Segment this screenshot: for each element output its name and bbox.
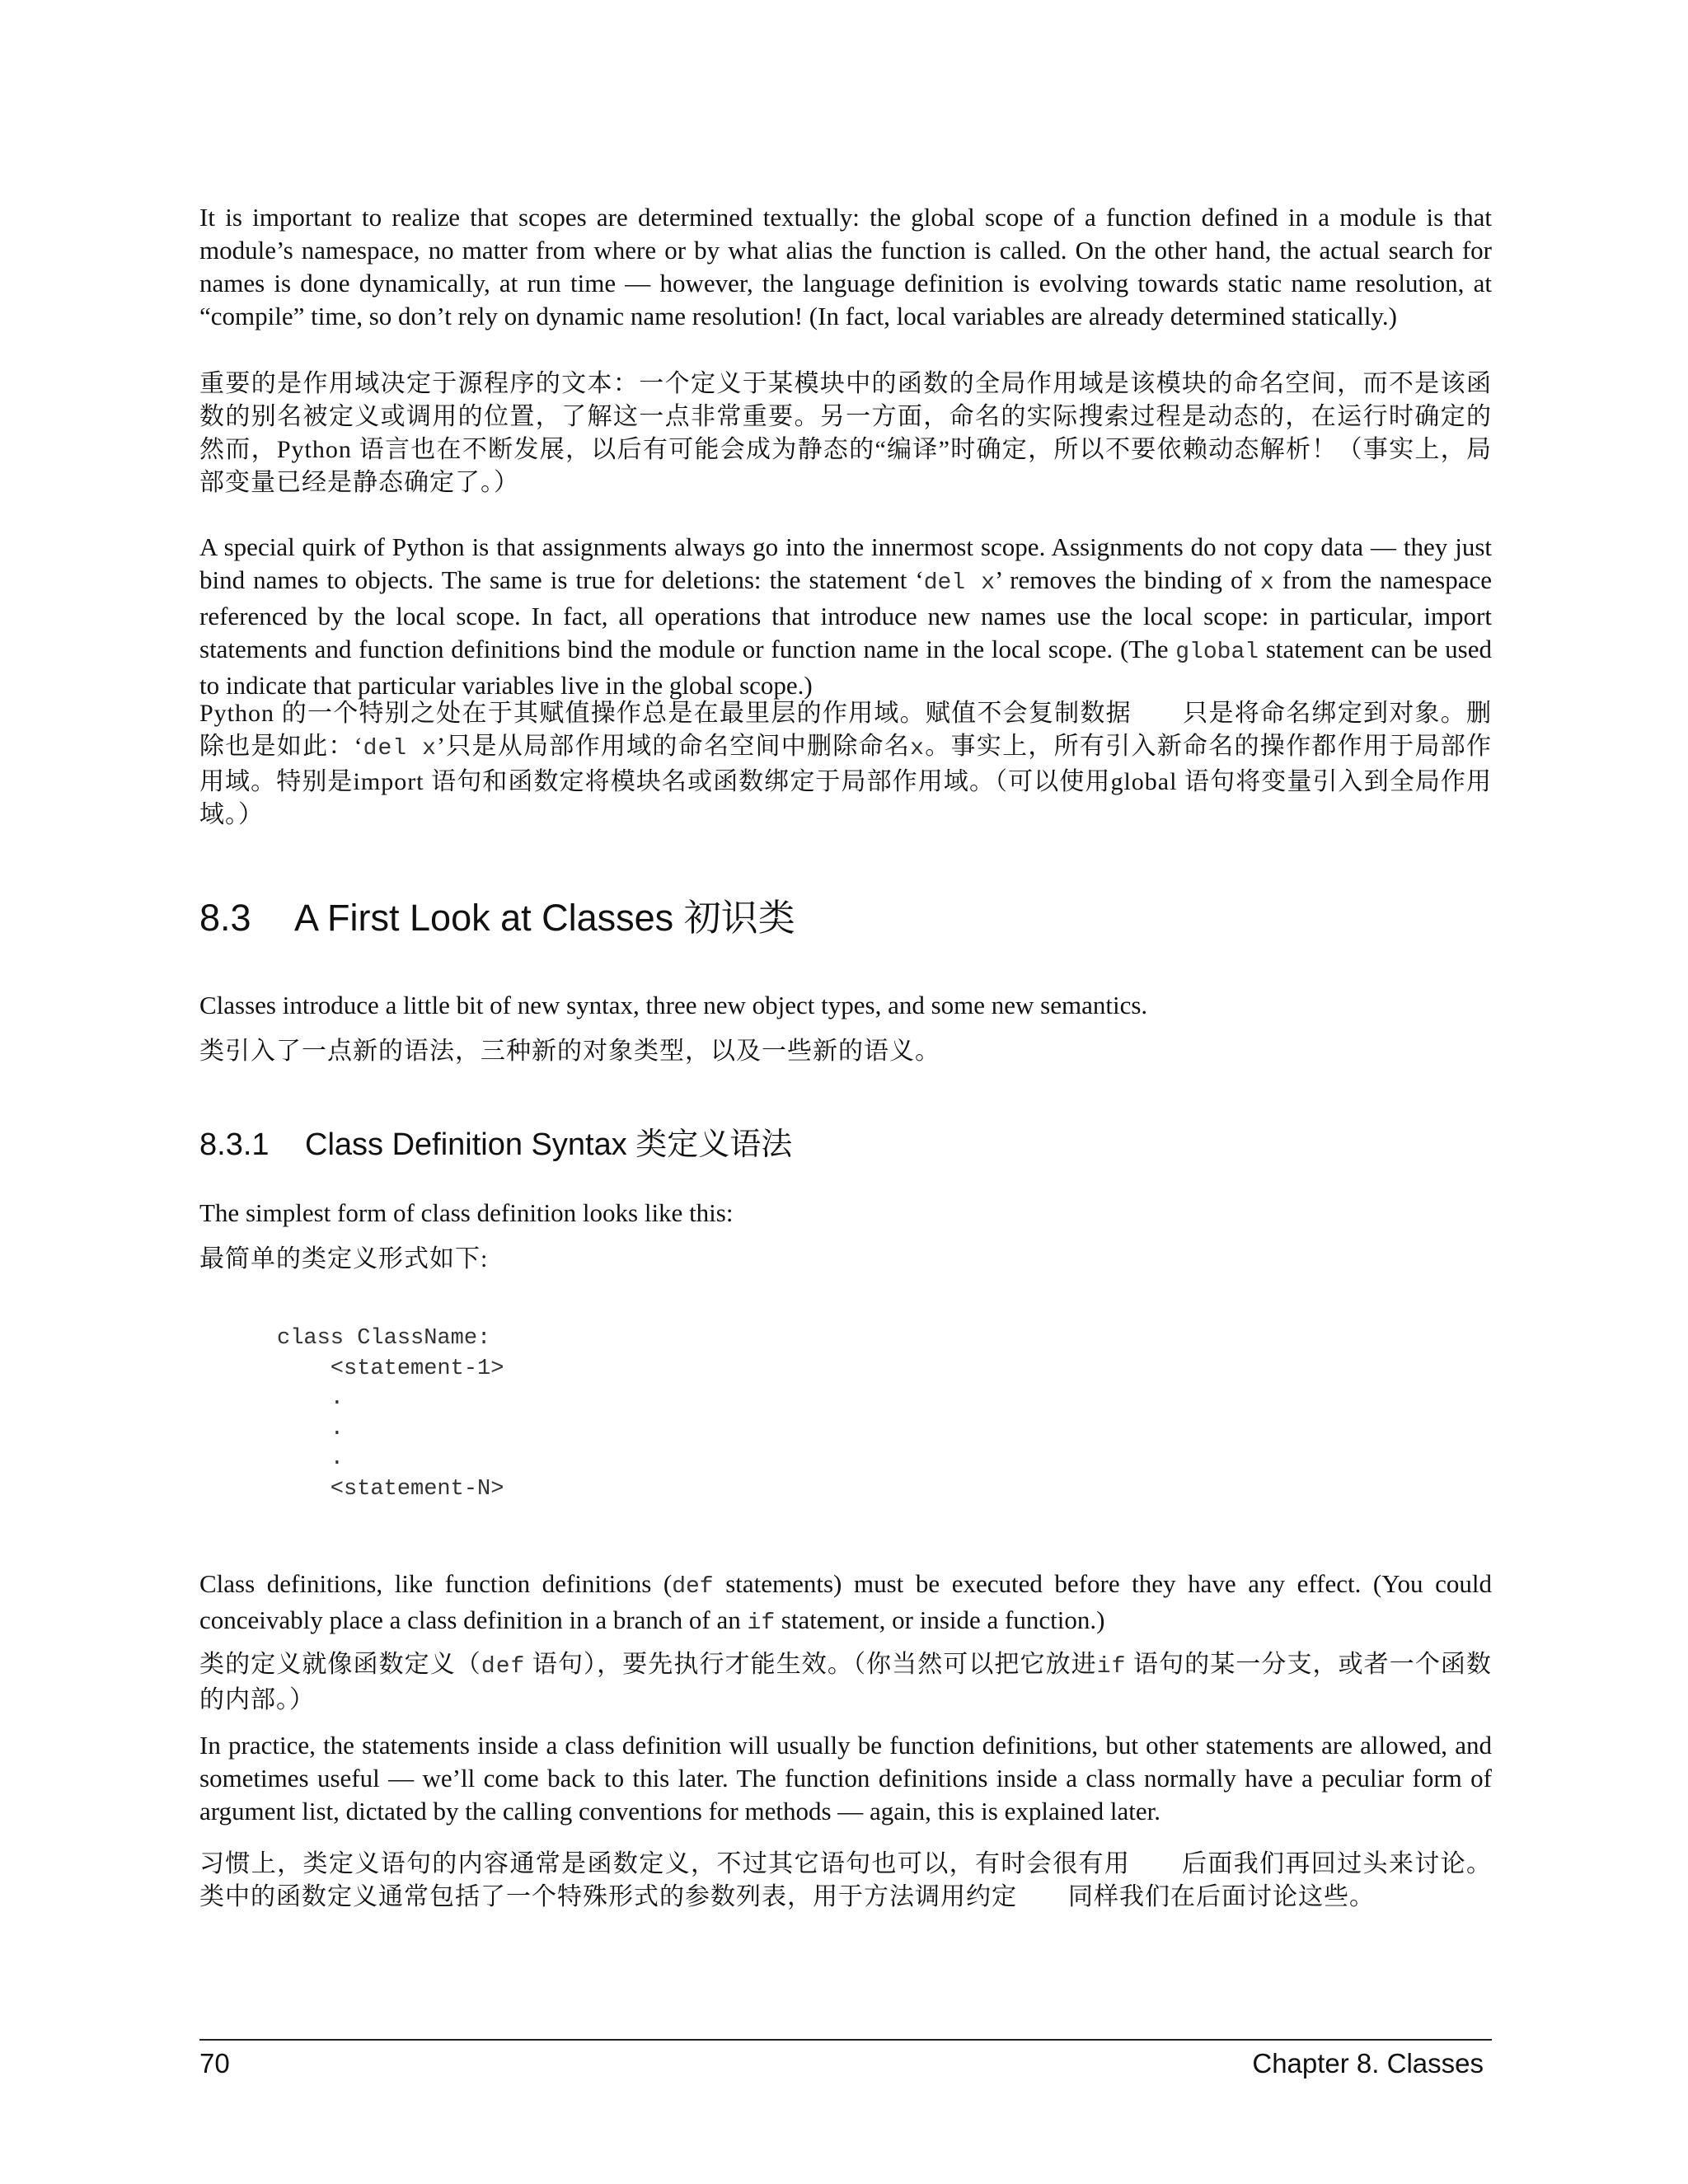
code-block-class-definition: class ClassName: <statement-1> . . . <statement-N> <box>277 1326 504 1502</box>
section-title: A First Look at Classes <box>294 897 674 939</box>
text-run: 语句的某一分支，或者一个函数的内部。） <box>199 1651 1493 1713</box>
chapter-label: Chapter 8. Classes <box>1252 2048 1484 2079</box>
paragraph-simplest-form-zh: 最简单的类定义形式如下: <box>199 1245 489 1272</box>
paragraph-classes-intro-en: Classes introduce a little bit of new syntax, three new object types, and some new semantics. <box>199 991 1148 1019</box>
section-title-zh: 初识类 <box>683 896 795 940</box>
text-run: Python 的一个特别之处在于其赋值操作总是在最里层的作用域。赋值不会复制数据 只是将命名绑定到对象。删除也是如此：‘ <box>199 700 1492 760</box>
subsection-title: Class Definition Syntax <box>305 1127 627 1162</box>
text-run: statement, or inside a function.) <box>775 1605 1105 1634</box>
section-number: 8.3 <box>199 897 251 939</box>
page-number: 70 <box>199 2048 230 2079</box>
paragraph-in-practice-zh: 习惯上，类定义语句的内容通常是函数定义，不过其它语句也可以，有时会很有用 后面我们再回过头来讨论。类中的函数定义通常包括了一个特殊形式的参数列表，用于方法调用约定 同样我们在后面讨论这些。 <box>199 1850 1492 1910</box>
inline-code: def <box>672 1574 714 1600</box>
text-run: 语句），要先执行才能生效。（你当然可以把它放进 <box>525 1651 1097 1678</box>
footer-divider <box>199 2039 1492 2041</box>
inline-code: x <box>910 736 925 762</box>
section-heading <box>199 895 795 941</box>
text-run: Class definitions, like function definitions ( <box>199 1569 673 1598</box>
paragraph-assignments-en <box>199 531 1492 702</box>
text-run: 。事实上，所有引入新命名的操作都作用于局部作用域。特别是import 语句和函数定将模块名或函数绑定于局部作用域。（可以使用global 语句将变量引入到全局作用域。） <box>199 733 1493 828</box>
subsection-heading <box>199 1124 792 1165</box>
inline-code: del x <box>363 736 437 762</box>
inline-code: global <box>1175 640 1259 665</box>
subsection-number: 8.3.1 <box>199 1127 270 1162</box>
text-run: ’ removes the binding of <box>995 565 1260 594</box>
inline-code: if <box>1096 1654 1127 1680</box>
paragraph-simplest-form-en: The simplest form of class definition looks like this: <box>199 1198 734 1227</box>
paragraph-scopes-zh: 重要的是作用域决定于源程序的文本：一个定义于某模块中的函数的全局作用域是该模块的命名空间，而不是该函数的别名被定义或调用的位置，了解这一点非常重要。另一方面，命名的实际搜索过程是动态的，在运行时确定的 然而，Python 语言也在不断发展，以后有可能会成为静态的“编译”时确定，所以不要依赖动态解析！（事实上，局部变量已经是静态确定了。） <box>199 370 1543 496</box>
subsection-title-zh: 类定义语法 <box>635 1126 793 1162</box>
paragraph-assignments-zh <box>199 697 1492 832</box>
text-run: statements) must be executed before they have any effect. (You could conceivably place a class definition in a branch of an <box>199 1569 1492 1634</box>
inline-code: del x <box>923 570 996 596</box>
text-run: ’只是从局部作用域的命名空间中删除命名 <box>436 733 911 760</box>
inline-code: def <box>481 1654 526 1680</box>
text-run: statement can be used to indicate that particular variables live in the global scope.) <box>199 635 1492 700</box>
paragraph-classes-intro-zh: 类引入了一点新的语法，三种新的对象类型，以及一些新的语义。 <box>199 1038 940 1065</box>
inline-code: x <box>1259 570 1274 596</box>
text-run: 类的定义就像函数定义（ <box>199 1651 481 1678</box>
inline-code: if <box>747 1610 776 1636</box>
paragraph-class-definitions-en <box>199 1568 1492 1640</box>
paragraph-scopes-en: It is important to realize that scopes are determined textually: the global scope of a function defined in a module is that module’s namespace, no matter from where or by what alias the function is called. On the other hand, the actual search for names is done dynamically, at run time — however, the language definition is evolving towards static name resolution, at “compile” time, so don’t rely on dynamic name resolution! (In fact, local variables are already determined statically.) <box>199 203 1492 330</box>
text-run: A special quirk of Python is that assignments always go into the innermost scope. Assignments do not copy data — they just bind names to objects. The same is true for deletions: the statement ‘ <box>199 532 1492 594</box>
paragraph-class-definitions-zh <box>199 1648 1492 1717</box>
text-run: from the namespace referenced by the local scope. In fact, all operations that introduce new names use the local scope: in particular, import statements and function definitions bind the module or function name in the local scope. (The <box>199 565 1493 663</box>
paragraph-in-practice-en: In practice, the statements inside a class definition will usually be function definitions, but other statements are allowed, and sometimes useful — we’ll come back to this later. The function definitions inside a class normally have a peculiar form of argument list, dictated by the calling conventions for methods — again, this is explained later. <box>199 1731 1492 1825</box>
